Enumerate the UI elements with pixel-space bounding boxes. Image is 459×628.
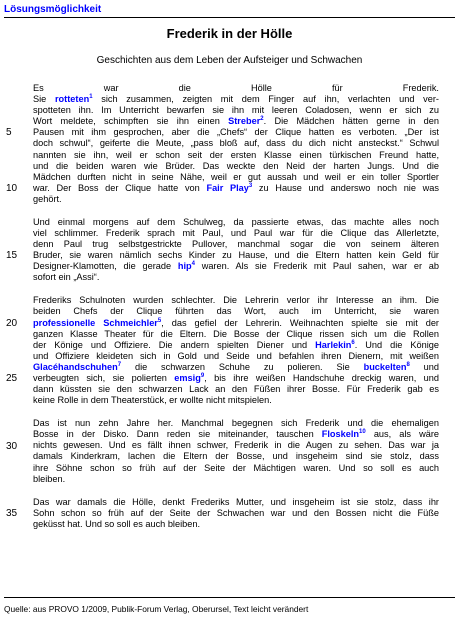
text-line xyxy=(33,172,439,183)
text-run: war. Der Boss der Clique hatte von xyxy=(33,182,207,193)
text-run: . Und die Könige xyxy=(354,339,439,350)
text-run: Sohn schon so früh auf der Seite der Schwachen war und den Bossen nicht die Füße xyxy=(33,507,439,518)
text-run: zu Hause und anderswo noch nie was xyxy=(252,182,439,193)
text-line xyxy=(33,261,439,272)
story-title: Frederik in der Hölle xyxy=(166,26,293,41)
text-run: sofort ein „Assi“. xyxy=(33,272,100,283)
text-line xyxy=(33,395,439,406)
text-run: beiden Chefs der Clique führten das Wort, auch im Unterricht, sie waren xyxy=(33,306,439,317)
text-run: waren. Als sie Frederik mit Paul sahen, war er ab xyxy=(194,261,439,272)
text-run: Das ist nun zehn Jahre her. Manchmal begegnen sich Frederik und die ehemaligen xyxy=(33,418,439,429)
text-run: Und einmal morgens auf dem Schulweg, da passierte etwas, das machte alles noch xyxy=(33,216,439,227)
text-line xyxy=(33,384,439,395)
text-line xyxy=(33,440,439,451)
source-citation: Quelle: aus PROVO 1/2009, Publik-Forum Verlag, Oberursel, Text leicht verändert xyxy=(4,604,309,614)
text-run: Wort meldete, schimpften sie ihn einen xyxy=(33,116,229,127)
text-run: Bruder, sie waren nämlich sechs Kinder zu Hause, und die Eltern hatten kein Geld für xyxy=(33,250,439,261)
story-body xyxy=(33,83,439,530)
vocabulary-term: rotteten xyxy=(54,94,90,105)
text-run: Sie xyxy=(33,94,55,105)
text-run: , das gefiel der Lehrerin. Weihnachten spielte sie mit der xyxy=(161,317,439,328)
text-run: die schwarzen Schuhe zu polieren. Sie xyxy=(121,361,364,372)
text-line xyxy=(33,373,439,384)
footnote-number: 4 xyxy=(191,261,195,268)
text-line xyxy=(33,83,439,94)
text-line xyxy=(33,183,439,194)
text-run: geküsst hat. Und so soll es auch bleiben. xyxy=(33,518,201,529)
line-number: 35 xyxy=(6,508,18,519)
text-run: doch schwul“, geiferte die Meute, „pass bloß auf, dass du dich nicht ansteckst.“ Schwul xyxy=(33,138,439,149)
text-run: Designer-Klamotten, die gerade xyxy=(33,261,178,272)
footnote-number: 6 xyxy=(351,339,355,346)
line-number: 5 xyxy=(6,127,12,139)
vocabulary-term: Floskeln xyxy=(321,429,360,440)
text-line xyxy=(33,306,439,317)
text-line xyxy=(33,94,439,105)
footnote-number: 8 xyxy=(406,361,410,368)
text-run: Bosse in der Disko. Dann reden sie miteinander, tauschen xyxy=(33,429,322,440)
paragraph-gap xyxy=(33,485,439,497)
text-line xyxy=(33,474,439,485)
story-paragraph xyxy=(33,295,439,406)
paragraph-gap xyxy=(33,205,439,217)
text-line xyxy=(33,318,439,329)
text-line xyxy=(33,116,439,127)
text-run: nannten sie ihn, weil er schon seit der ersten Klasse einen türkischen Freund hatte, xyxy=(33,149,439,160)
text-line xyxy=(33,463,439,474)
text-run: Mädchen durften nicht in seine Nähe, weil er gut aussah und weil er ein toller Sportler xyxy=(33,171,439,182)
footnote-number: 7 xyxy=(117,361,122,368)
vocabulary-term: hip xyxy=(177,261,192,272)
text-run: . Die Mädchen hätten gerne in den xyxy=(263,116,439,127)
text-line xyxy=(33,340,439,351)
text-line xyxy=(33,161,439,172)
text-run: bleiben. xyxy=(33,473,66,484)
text-run: und Offiziere kleideten sich in Gold und Seide und befahlen ihren Dienern, mit weißen xyxy=(33,350,439,361)
text-run: und die beiden waren wie Brüder. Das weckte den Neid der harten Jungs. Und die xyxy=(33,160,439,171)
text-line xyxy=(33,250,439,261)
text-run: spotteten ihn. Im Unterricht bewarfen sie ihn mit leeren Coladosen, wenn er sich zu xyxy=(33,105,439,116)
vocabulary-term: emsig xyxy=(174,373,201,384)
top-divider xyxy=(4,17,455,18)
text-line xyxy=(33,351,439,362)
text-line xyxy=(33,194,439,205)
text-run: damals Kinderkram, lachen die Eltern der Bosse, und insgeheim sind sie stolz, dass xyxy=(33,451,439,462)
vocabulary-term: Harlekin xyxy=(315,339,352,350)
text-line xyxy=(33,508,439,519)
text-line xyxy=(33,217,439,228)
text-line xyxy=(33,295,439,306)
footnote-number: 5 xyxy=(157,317,162,324)
footnote-number: 1 xyxy=(89,94,93,101)
text-run: Pausen mit ihm gesprochen, aber die „Chefs“ der Clique hatten es verboten. „Der ist xyxy=(33,127,439,138)
text-run: Frederiks Schulnoten wurden schlechter. Die Lehrerin verlor ihr Interesse an ihm. Die xyxy=(33,295,439,306)
text-run: sich zusammen, zeigten mit dem Finger auf ihn, verlachten und ver- xyxy=(92,94,439,105)
footnote-number: 2 xyxy=(260,116,264,123)
story-paragraph xyxy=(33,217,439,284)
line-number: 25 xyxy=(6,373,18,385)
text-run: Das war damals die Hölle, denkt Frederiks Mutter, und insgeheim ist sie stolz, dass ihr xyxy=(33,496,439,507)
vocabulary-term: professionelle Schmeichler xyxy=(33,317,158,328)
vocabulary-term: buckelten xyxy=(363,361,407,372)
text-run: gehört. xyxy=(33,193,62,204)
bottom-divider xyxy=(4,597,455,598)
text-run: keine Rolle in dem Theaterstück, er wollte nicht mitspielen. xyxy=(33,395,272,406)
story-paragraph xyxy=(33,418,439,485)
story-paragraph xyxy=(33,83,439,205)
text-run: denn Paul trug selbstgestrickte Pullover, manchmal sogar die von seinem älteren xyxy=(33,239,439,250)
vocabulary-term: Streber xyxy=(228,116,261,127)
text-run: nichts gewesen. Und es fällt ihnen schwer, Frederik in die Augen zu sehen. Das war ja xyxy=(33,440,439,451)
text-run: und xyxy=(409,361,439,372)
text-line xyxy=(33,138,439,149)
text-line xyxy=(33,150,439,161)
text-line xyxy=(33,228,439,239)
text-run: ihre Söhne schon so früh auf der Seite der Mächtigen waren. Und so soll es auch xyxy=(33,462,439,473)
text-line xyxy=(33,429,439,440)
text-line xyxy=(33,127,439,138)
text-run: , bis ihre weißen Handschuhe dreckig waren, und xyxy=(204,373,440,384)
line-number: 15 xyxy=(6,250,18,262)
text-line xyxy=(33,519,439,530)
text-line xyxy=(33,451,439,462)
text-line xyxy=(33,239,439,250)
footnote-number: 3 xyxy=(248,182,253,189)
paragraph-gap xyxy=(33,283,439,295)
line-number: 30 xyxy=(6,440,18,452)
text-line xyxy=(33,418,439,429)
vocabulary-term: Glacéhandschuhen xyxy=(33,361,118,372)
text-run: der Könige und Offiziere. Die andern spielten Diener und xyxy=(33,339,316,350)
text-run: ganzen Klasse Theater für die Eltern. Die Bosse der Clique rissen sich um die Rollen xyxy=(33,328,439,339)
text-run: aus, als wäre xyxy=(365,429,439,440)
text-line xyxy=(33,105,439,116)
text-line xyxy=(33,272,439,283)
solution-label: Lösungsmöglichkeit xyxy=(4,4,102,15)
text-run: verbeugten sich, sie polierten xyxy=(33,373,175,384)
paragraph-gap xyxy=(33,406,439,418)
story-paragraph xyxy=(33,497,439,530)
text-run: viel schlimmer. Frederik sprach mit Paul, und Paul war für die Clique das Allerletzte, xyxy=(33,228,439,239)
vocabulary-term: Fair Play xyxy=(206,182,249,193)
text-run: dann küssten sie den schwarzen Lack an den Füßen ihrer Bosse. Für Frederik gab es xyxy=(33,384,439,395)
line-number: 10 xyxy=(6,182,18,194)
text-line xyxy=(33,329,439,340)
text-run: Es war die Hölle für Frederik. xyxy=(33,83,439,93)
story-subtitle: Geschichten aus dem Leben der Aufsteiger und Schwachen xyxy=(96,55,363,66)
line-number: 20 xyxy=(6,317,18,329)
footnote-number: 9 xyxy=(200,372,205,379)
text-line xyxy=(33,497,439,508)
text-line xyxy=(33,362,439,373)
footnote-number: 10 xyxy=(359,429,366,436)
